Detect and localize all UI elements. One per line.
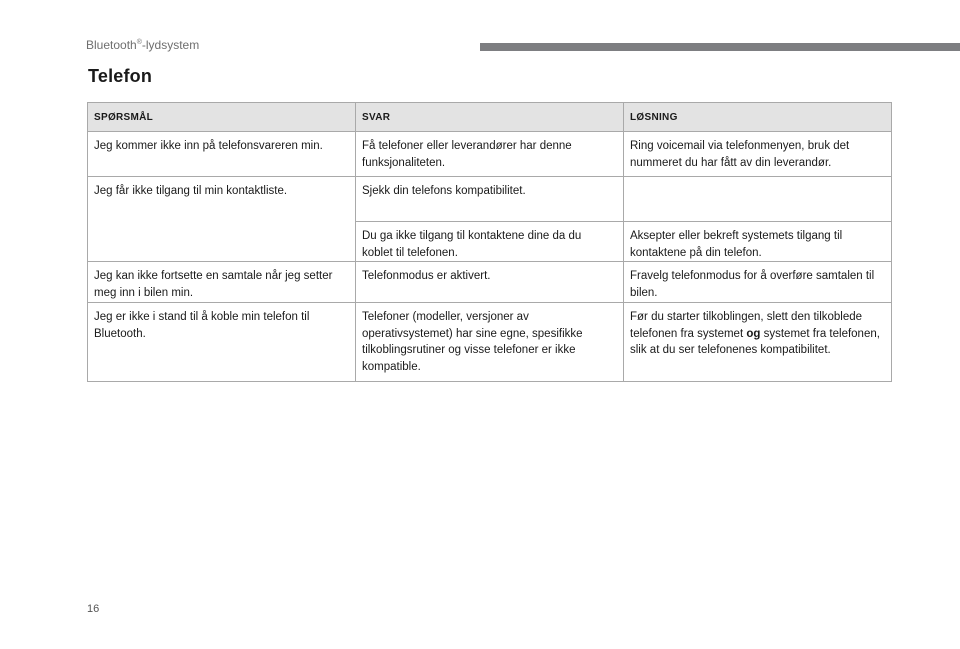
table-row	[88, 132, 892, 177]
answer-cell: Telefoner (modeller, versjoner av operativsystemet) har sine egne, spesifikke tilkoblingsrutiner og visse telefoner er ikke kompatible.	[356, 303, 624, 382]
section-title: Bluetooth®-lydsystem	[86, 38, 200, 52]
question-cell: Jeg får ikke tilgang til min kontaktliste.	[88, 177, 356, 262]
table-row	[88, 177, 892, 222]
column-header-question: SPØRSMÅL	[88, 103, 356, 132]
troubleshooting-table	[87, 102, 892, 382]
column-header-answer: SVAR	[356, 103, 624, 132]
table-header-row	[88, 103, 892, 132]
table-row	[88, 262, 892, 303]
solution-cell: Aksepter eller bekreft systemets tilgang til kontaktene på din telefon.	[624, 222, 892, 262]
question-cell: Jeg er ikke i stand til å koble min telefon til Bluetooth.	[88, 303, 356, 382]
page-number: 16	[87, 603, 100, 615]
answer-cell: Sjekk din telefons kompatibilitet.	[356, 177, 624, 222]
question-cell: Jeg kan ikke fortsette en samtale når jeg setter meg inn i bilen min.	[88, 262, 356, 303]
solution-cell: Ring voicemail via telefonmenyen, bruk det nummeret du har fått av din leverandør.	[624, 132, 892, 177]
solution-cell	[624, 177, 892, 222]
emphasis-og: og	[746, 327, 761, 340]
header-bar	[480, 43, 960, 51]
solution-cell: Før du starter tilkoblingen, slett den tilkoblede telefonen fra systemet og systemet fra telefonen, slik at du ser telefonenes kompatibilitet.	[624, 303, 892, 382]
column-header-solution: LØSNING	[624, 103, 892, 132]
table-row	[88, 303, 892, 382]
answer-cell: Du ga ikke tilgang til kontaktene dine da du koblet til telefonen.	[356, 222, 624, 262]
page-title: Telefon	[88, 66, 153, 86]
question-cell: Jeg kommer ikke inn på telefonsvareren min.	[88, 132, 356, 177]
answer-cell: Få telefoner eller leverandører har denne funksjonaliteten.	[356, 132, 624, 177]
answer-cell: Telefonmodus er aktivert.	[356, 262, 624, 303]
solution-cell: Fravelg telefonmodus for å overføre samtalen til bilen.	[624, 262, 892, 303]
